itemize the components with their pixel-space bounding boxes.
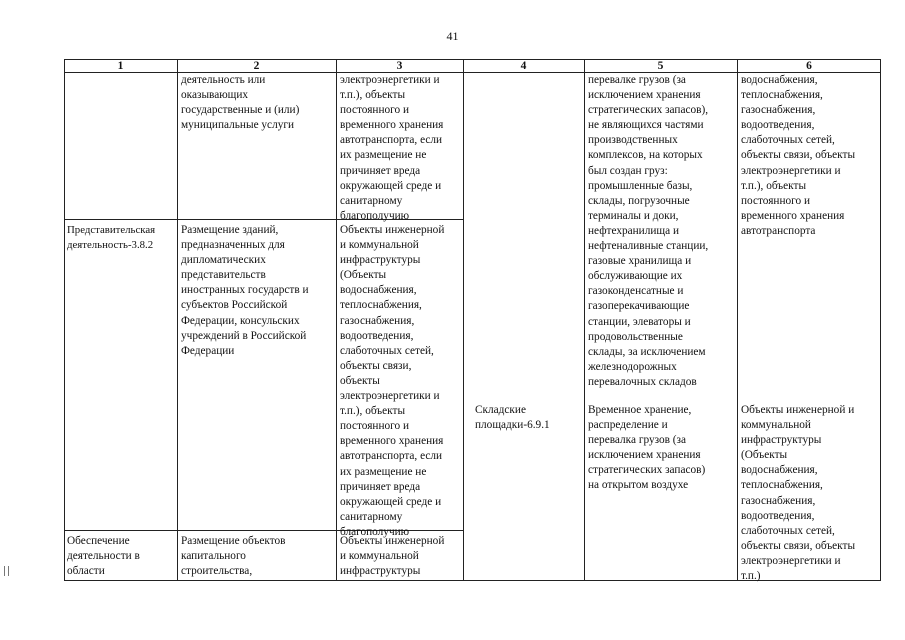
column-divider-2-3 [336, 59, 337, 581]
header-col-4: 4 [520, 60, 527, 72]
col6-lower-cell: Объекты инженерной и коммунальной инфраструктуры (Объекты водоснабжения, теплоснабжения, газоснабжения, водоотведения, слаботочных сетей, объекты связи, объекты электроэнергетики и т.п.) [741, 404, 856, 583]
col6-upper-cell: водоснабжения, теплоснабжения, газоснабжения, водоотведения, слаботочных сетей, объекты связи, объекты электроэнергетики и т.п.), объекты постоянного и временного хранения автотранспорта [741, 74, 856, 237]
header-col-3: 3 [396, 60, 403, 72]
col2-row3-cell: Размещение объектов капитального строительства, [181, 535, 286, 578]
col5-upper-cell: перевалке грузов (за исключением хранения стратегических запасов), не являющихся частями производственных комплексов, на которых был создан груз: промышленные базы, склады, погрузочные терминалы и доки, нефтехранилища и нефтеналивные станции, газовые хранилища и обслуживающие их газоконденсатные и газоперекачивающие станции, элеваторы и продовольственные склады, за исключением железнодорожных перевалочных складов [588, 74, 709, 388]
col2-row2-cell: Размещение зданий, предназначенных для дипломатических представительств иностранных государств и субъектов Российской Федерации, консульских учреждений в Российской Федерации [181, 224, 309, 357]
col1-row2-cell: Представительская деятельность-3.8.2 [67, 224, 156, 252]
table-border-right [880, 59, 881, 581]
header-col-6: 6 [806, 60, 812, 72]
column-divider-1-2 [177, 59, 178, 581]
col3-row1-cell: электроэнергетики и т.п.), объекты постоянного и временного хранения автотранспорта, если их размещение не причиняет вреда окружающей среде и санитарному благополучию [340, 74, 444, 222]
column-divider-5-6 [737, 59, 738, 581]
col4-use-type-cell: Складские площадки-6.9.1 [475, 404, 550, 432]
header-col-5: 5 [657, 60, 664, 72]
column-divider-4-5 [584, 59, 585, 581]
binding-margin-mark [4, 566, 9, 576]
col1-row3-cell: Обеспечение деятельности в области [67, 535, 140, 578]
col5-lower-cell: Временное хранение, распределение и перевалка грузов (за исключением хранения стратегических запасов) на открытом воздухе [588, 404, 706, 492]
col3-row3-cell: Объекты инженерной и коммунальной инфраструктуры [340, 535, 445, 578]
header-col-1: 1 [117, 60, 124, 72]
page-number: 41 [446, 29, 459, 43]
header-col-2: 2 [253, 60, 260, 72]
permitted-use-table [64, 59, 881, 581]
col2-row1-cell: деятельность или оказывающих государственные и (или) муниципальные услуги [181, 74, 300, 132]
column-divider-3-4 [463, 59, 464, 581]
col3-row2-cell: Объекты инженерной и коммунальной инфраструктуры (Объекты водоснабжения, теплоснабжения, газоснабжения, водоотведения, слаботочных сетей, объекты связи, объекты электроэнергетики и т.п.), объекты постоянного и временного хранения автотранспорта, если их размещение не причиняет вреда окружающей среде и санитарному благополучию [340, 224, 445, 538]
table-border-left [64, 59, 65, 581]
